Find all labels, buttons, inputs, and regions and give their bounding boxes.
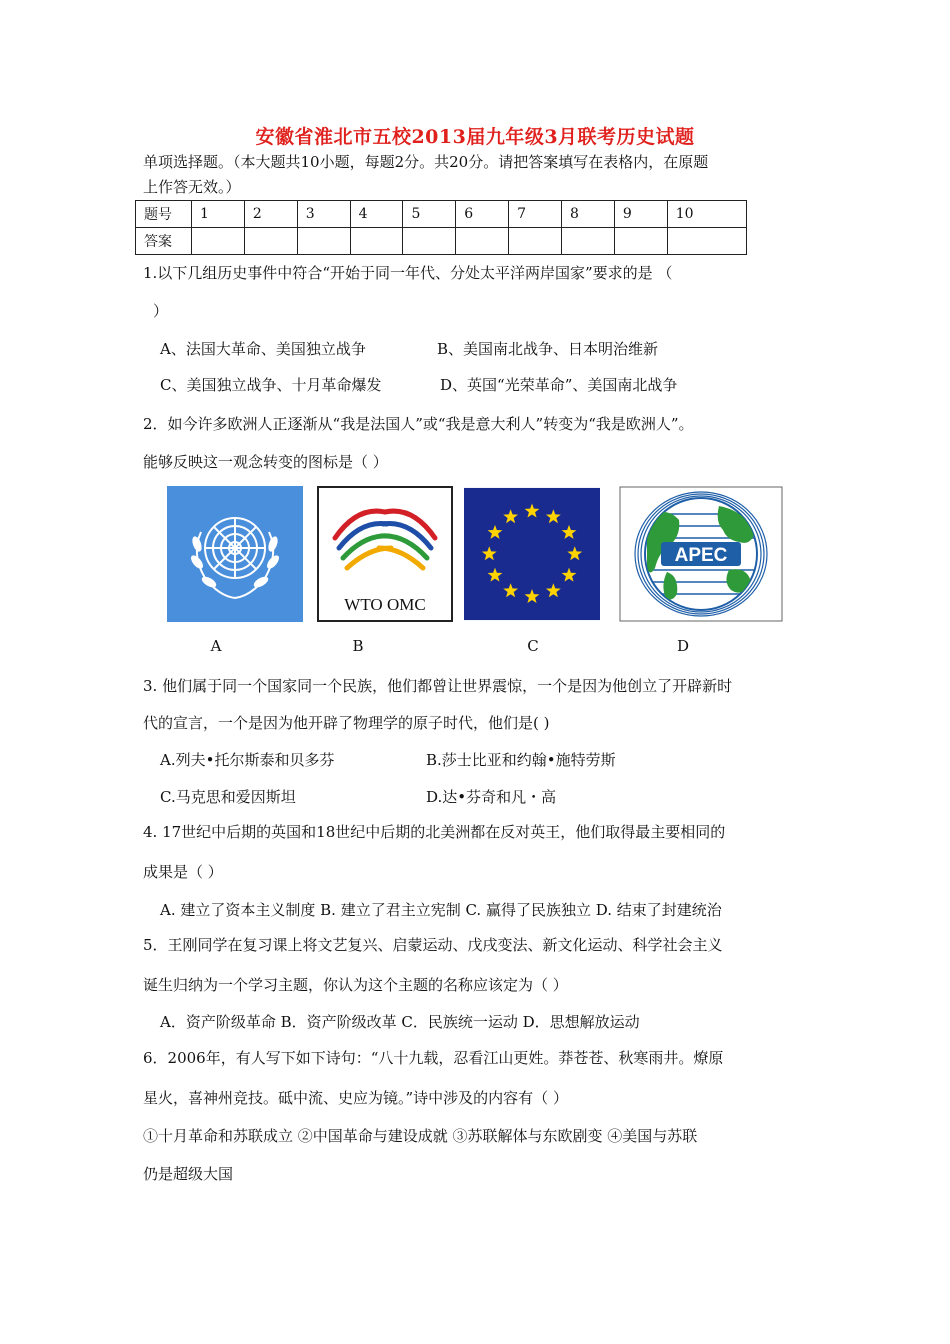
q3-stem-cont: 代的宣言，一个是因为他开辟了物理学的原子时代，他们是( ) [143, 714, 550, 732]
page-title: 安徽省淮北市五校2013届九年级3月联考历史试题 [255, 126, 695, 148]
q3-option-a: A.列夫•托尔斯泰和贝多芬 [160, 751, 335, 769]
q3-stem: 3. 他们属于同一个国家同一个民族，他们都曾让世界震惊，一个是因为他创立了开辟新时 [143, 677, 733, 695]
apec-logo-icon[interactable] [619, 486, 783, 622]
answer-table-answer-row [136, 228, 747, 255]
q2-caption-b: B [352, 637, 364, 655]
q1-option-c: C、美国独立战争、十月革命爆发 [160, 376, 382, 394]
answer-cell[interactable] [509, 228, 562, 255]
q3-option-d: D.达•芬奇和凡・高 [426, 788, 557, 806]
q6-stem-cont: 星火，喜神州竞技。砥中流、史应为镜。”诗中涉及的内容有（ ） [143, 1089, 568, 1107]
q2-stem: 2．如今许多欧洲人正逐渐从“我是法国人”或“我是意大利人”转变为“我是欧洲人”。 [143, 415, 694, 433]
q1-stem-cont: ） [153, 302, 169, 320]
q1-stem: 1.以下几组历史事件中符合“开始于同一年代、分处太平洋两岸国家”要求的是 （ [143, 264, 673, 282]
q4-stem: 4. 17世纪中后期的英国和18世纪中后期的北美洲都在反对英王，他们取得最主要相同的 [143, 823, 726, 841]
answer-cell[interactable] [667, 228, 746, 255]
table-number-cell: 3 [297, 201, 350, 228]
table-number-cell: 5 [403, 201, 456, 228]
q5-stem-cont: 诞生归纳为一个学习主题，你认为这个主题的名称应该定为（ ） [143, 976, 568, 994]
q4-options: A. 建立了资本主义制度 B. 建立了君主立宪制 C. 赢得了民族独立 D. 结束了封建统治 [160, 901, 722, 919]
table-number-cell: 10 [667, 201, 746, 228]
answer-cell[interactable] [562, 228, 615, 255]
table-number-cell: 7 [509, 201, 562, 228]
table-number-cell: 2 [244, 201, 297, 228]
q1-option-b: B、美国南北战争、日本明治维新 [437, 340, 659, 358]
wto-logo-text: WTO OMC [344, 595, 426, 614]
q6-options-cont: 仍是超级大国 [143, 1165, 234, 1183]
q5-stem: 5．王刚同学在复习课上将文艺复兴、启蒙运动、戊戌变法、新文化运动、科学社会主义 [143, 936, 723, 954]
wto-logo-icon[interactable] [317, 486, 453, 622]
q2-caption-c: C [527, 637, 539, 655]
answer-cell[interactable] [297, 228, 350, 255]
answer-table [135, 200, 747, 255]
answer-table-number-row [136, 201, 747, 228]
q6-options: ①十月革命和苏联成立 ②中国革命与建设成就 ③苏联解体与东欧剧变 ④美国与苏联 [143, 1127, 698, 1145]
apec-logo-text: APEC [674, 545, 728, 566]
table-number-cell: 8 [562, 201, 615, 228]
q4-stem-cont: 成果是（ ） [143, 863, 223, 881]
table-header-answer: 答案 [136, 228, 192, 255]
table-number-cell: 1 [192, 201, 245, 228]
table-number-cell: 6 [456, 201, 509, 228]
answer-cell[interactable] [403, 228, 456, 255]
q6-stem: 6．2006年，有人写下如下诗句：“八十九载，忍看江山更姓。莽苍苍、秋寒雨井。燎原 [143, 1049, 724, 1067]
answer-cell[interactable] [456, 228, 509, 255]
table-number-cell: 9 [614, 201, 667, 228]
table-number-cell: 4 [350, 201, 403, 228]
q3-option-b: B.莎士比亚和约翰•施特劳斯 [426, 751, 616, 769]
un-logo-icon[interactable] [167, 486, 303, 622]
answer-cell[interactable] [350, 228, 403, 255]
table-header-number: 题号 [136, 201, 192, 228]
answer-cell[interactable] [614, 228, 667, 255]
q1-option-d: D、英国“光荣革命”、美国南北战争 [440, 376, 678, 394]
answer-cell[interactable] [244, 228, 297, 255]
section-instructions-line1: 单项选择题。（本大题共10小题，每题2分。共20分。请把答案填写在表格内，在原题 [143, 153, 709, 171]
answer-cell[interactable] [192, 228, 245, 255]
q2-caption-d: D [676, 637, 690, 655]
eu-logo-icon[interactable] [464, 486, 600, 622]
q2-stem-cont: 能够反映这一观念转变的图标是（ ） [143, 453, 388, 471]
q5-options: A．资产阶级革命 B．资产阶级改革 C．民族统一运动 D．思想解放运动 [160, 1013, 640, 1031]
q2-caption-a: A [210, 637, 222, 655]
section-instructions-line2: 上作答无效。） [143, 178, 241, 196]
q1-option-a: A、法国大革命、美国独立战争 [160, 340, 366, 358]
q3-option-c: C.马克思和爱因斯坦 [160, 788, 296, 806]
